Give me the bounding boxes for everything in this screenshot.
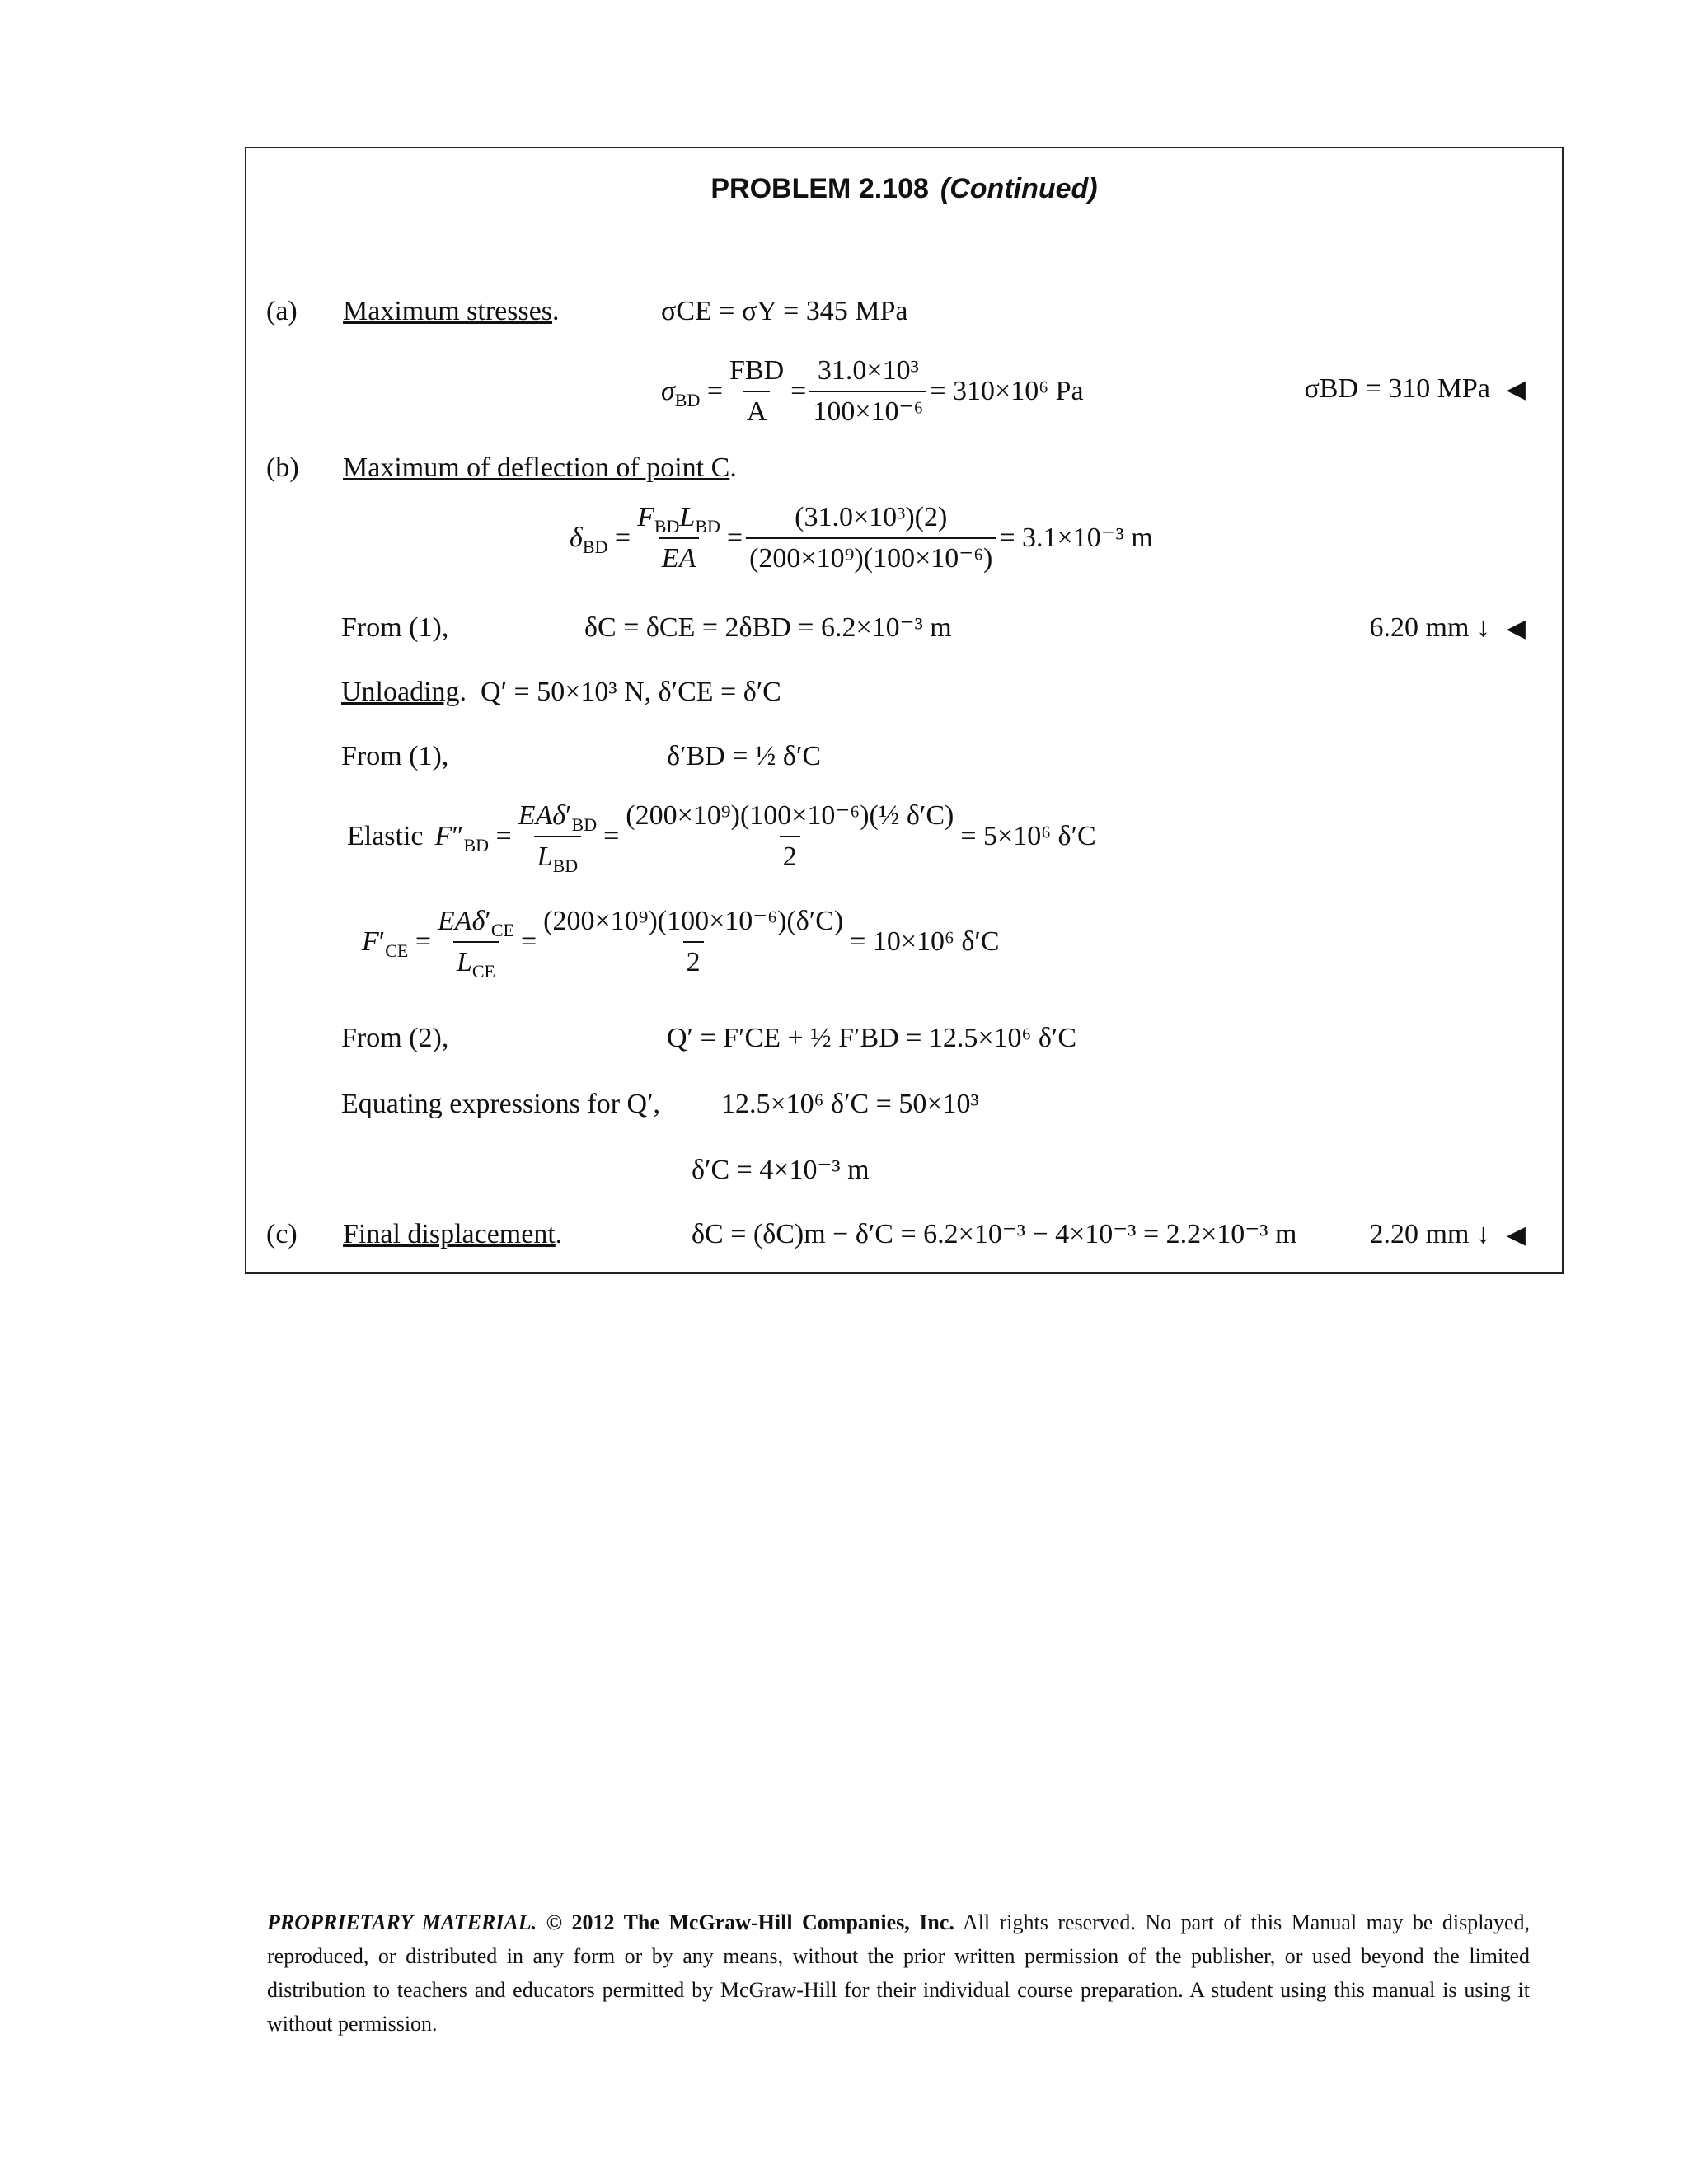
equating-label: Equating expressions for Q′, (341, 1089, 661, 1119)
fraction: $\frac{EA\delta'_{BD}}{L_{BD}}$ (518, 800, 598, 876)
from1b-eq: δ′BD = ½ δ′C (667, 741, 821, 771)
unloading-line: Unloading. Q′ = 50×10³ N, δ′CE = δ′C (341, 677, 781, 707)
fraction: $\frac{EA\delta'_{CE}}{L_{CE}}$ (438, 906, 514, 982)
from1b-label: From (1), (341, 741, 449, 771)
problem-number: PROBLEM 2.108 (710, 173, 929, 204)
answer-marker-icon: ◀ (1506, 615, 1526, 642)
part-c-heading: Final displacement. (343, 1219, 563, 1249)
solve-eq: δ′C = 4×10⁻³ m (692, 1155, 870, 1185)
part-c-label: (c) (266, 1219, 298, 1249)
page-title (246, 173, 1562, 205)
part-a-answer: σBD = 310 MPa ◀ (1304, 373, 1526, 406)
fraction: $\frac{\text{(200×10⁹)(100×10⁻⁶)(δ′C)}}{2}$ (543, 906, 844, 977)
part-a-eq1: σCE = σY = 345 MPa (661, 296, 908, 326)
fce-eq: $F'_{CE}$ = $\frac{EA\delta'_{CE}}{L_{CE}}$ = $\frac{\text{(200×10⁹)(100×10⁻⁶)(δ′C)}}{2}$ = 10×10⁶ δ′C (362, 906, 1000, 982)
elastic-eq: Elastic $F''_{BD}$ = $\frac{EA\delta'_{BD}}{L_{BD}}$ = $\frac{\text{(200×10⁹)(100×10⁻⁶)(½ δ′C)}}{2}$ = 5×10⁶ δ′C (347, 800, 1096, 876)
continued-label: (Continued) (940, 173, 1098, 204)
from1-label: From (1), (341, 612, 449, 643)
solution-box (245, 147, 1564, 1274)
fraction: $\frac{\text{31.0×10³}}{\text{100×10⁻⁶}}$ (809, 354, 926, 429)
part-a-label: (a) (266, 296, 298, 326)
from2-label: From (2), (341, 1023, 449, 1053)
part-c-answer: 2.20 mm ↓ ◀ (1370, 1218, 1526, 1252)
part-c-eq: δC = (δC)m − δ′C = 6.2×10⁻³ − 4×10⁻³ = 2.2×10⁻³ m (692, 1219, 1297, 1249)
part-b-label: (b) (266, 452, 299, 483)
answer-marker-icon: ◀ (1506, 376, 1526, 403)
equating-eq: 12.5×10⁶ δ′C = 50×10³ (721, 1089, 979, 1119)
proprietary-notice: PROPRIETARY MATERIAL. © 2012 The McGraw-Hill Companies, Inc. All rights reserved. No part of this Manual may be displayed, reproduced, or distributed in any form or by any means, without the prior written permission of the publisher, or used beyond the limited distribution to teachers and educators permitted by McGraw-Hill for their individual course preparation. A student using this manual is using it without permission. (267, 1910, 1530, 2036)
answer-marker-icon: ◀ (1506, 1221, 1526, 1249)
fraction: $\frac{\text{(200×10⁹)(100×10⁻⁶)(½ δ′C)}}{2}$ (626, 800, 954, 872)
part-b-heading: Maximum of deflection of point C. (343, 452, 737, 483)
part-b-answer: 6.20 mm ↓ ◀ (1370, 612, 1526, 645)
fraction: $\frac{\text{(31.0×10³)(2)}}{\text{(200×10⁹)(100×10⁻⁶)}}$ (746, 501, 996, 575)
part-a-eq2: $\sigma_{BD}$ = $\frac{\text{FBD}}{A}$ = $\frac{\text{31.0×10³}}{\text{100×10⁻⁶}}$ = 310×10⁶ Pa (661, 355, 1084, 427)
from2-eq: Q′ = F′CE + ½ F′BD = 12.5×10⁶ δ′C (667, 1023, 1077, 1053)
fraction: $\frac{F_{BD}L_{BD}}{EA}$ (637, 502, 720, 574)
from1-eq: δC = δCE = 2δBD = 6.2×10⁻³ m (584, 612, 952, 643)
part-a-heading: Maximum stresses. (343, 296, 560, 326)
fraction: $\frac{\text{FBD}}{A}$ (729, 355, 785, 427)
part-b-delta-bd-eq: $\delta_{BD}$ = $\frac{F_{BD}L_{BD}}{EA}$ = $\frac{\text{(31.0×10³)(2)}}{\text{(200×10⁹)(100×10⁻⁶)}}$ = 3.1×10⁻³ m (570, 502, 1153, 574)
